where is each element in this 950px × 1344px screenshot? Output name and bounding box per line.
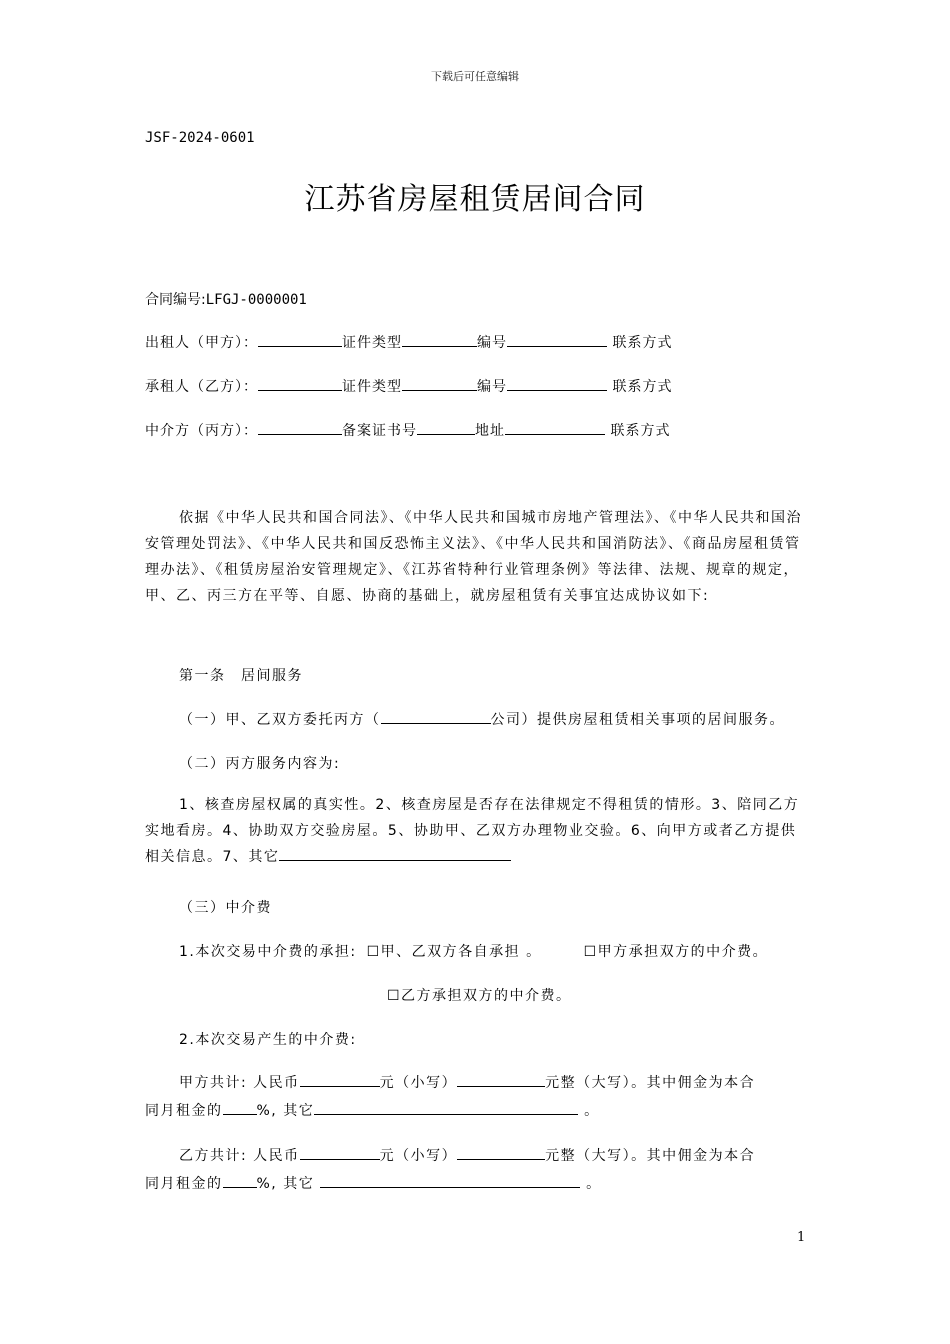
document-title: 江苏省房屋租赁居间合同 <box>304 182 646 217</box>
party-b-fee-prefix: 乙方共计: 人民币 <box>179 1148 300 1164</box>
item-1-suffix: 公司）提供房屋租赁相关事项的居间服务。 <box>490 712 785 728</box>
document-code: JSF-2024-0601 <box>145 130 255 146</box>
party-b-percent-blank <box>223 1173 257 1188</box>
party-a-other-label: %, 其它 <box>256 1103 315 1119</box>
fee-option-lessee: ☐乙方承担双方的中介费。 <box>387 988 572 1004</box>
item-1-prefix: （一）甲、乙双方委托丙方（ <box>179 712 381 728</box>
item-3-line: （三）中介费 <box>179 900 272 916</box>
services-paragraph <box>145 792 810 870</box>
contact-label: 联系方式 <box>610 423 671 439</box>
party-row-lessee <box>145 376 672 396</box>
party-b-fee-line-2 <box>145 1173 602 1193</box>
article-1-heading: 第一条 居间服务 <box>179 668 303 684</box>
fee-amount-label: 2.本次交易产生的中介费: <box>179 1032 357 1048</box>
contact-label: 联系方式 <box>612 335 673 351</box>
party-b-fee-line-1 <box>179 1145 755 1165</box>
party-a-fee-mid1: 元（小写） <box>379 1075 458 1091</box>
license-blank <box>417 420 475 435</box>
contract-number <box>145 289 307 309</box>
services-other-blank <box>279 846 511 861</box>
party-a-fee-mid2: 元整（大写）。其中佣金为本合 <box>545 1075 756 1091</box>
page-number: 1 <box>797 1230 806 1245</box>
contract-number-value: LFGJ-0000001 <box>205 292 307 308</box>
name-blank <box>258 420 342 435</box>
party-label: 承租人（乙方）： <box>145 379 258 395</box>
contact-label: 联系方式 <box>612 379 673 395</box>
party-a-fee-line-2 <box>145 1100 600 1120</box>
party-b-amount-words-blank <box>457 1145 545 1160</box>
preamble-paragraph: 依据《中华人民共和国合同法》、《中华人民共和国城市房地产管理法》、《中华人民共和国治安管理处罚法》、《中华人民共和国反恐怖主义法》、《中华人民共和国消防法》、《商品房屋租赁管理办法》、《租赁房屋治安管理规定》、《江苏省特种行业管理条例》等法律、法规、规章的规定，甲、乙、丙三方在平等、自愿、协商的基础上，就房屋租赁有关事宜达成协议如下: <box>145 510 802 604</box>
id-number-blank <box>507 332 607 347</box>
id-type-blank <box>402 332 477 347</box>
party-b-fee-mid1: 元（小写） <box>379 1148 458 1164</box>
id-number-label: 编号 <box>477 379 507 395</box>
agency-name-blank <box>381 709 491 724</box>
party-b-end: 。 <box>586 1176 602 1192</box>
id-type-label: 证件类型 <box>342 335 402 351</box>
party-label: 出租人（甲方）： <box>145 335 258 351</box>
party-row-agent <box>145 420 670 440</box>
party-b-fee-mid2: 元整（大写）。其中佣金为本合 <box>545 1148 756 1164</box>
party-b-rent-label: 同月租金的 <box>145 1176 223 1192</box>
party-a-amount-blank <box>300 1072 380 1087</box>
name-blank <box>258 376 342 391</box>
party-a-amount-words-blank <box>457 1072 545 1087</box>
id-type-label: 证件类型 <box>342 379 402 395</box>
fee-option-lessor: ☐甲方承担双方的中介费。 <box>583 944 769 960</box>
address-label: 地址 <box>475 423 505 439</box>
address-blank <box>505 420 605 435</box>
item-2-line: （二）丙方服务内容为: <box>179 756 341 772</box>
item-1-line <box>179 709 785 729</box>
party-a-percent-blank <box>223 1100 257 1115</box>
party-a-other-blank <box>314 1100 578 1115</box>
party-a-end: 。 <box>584 1103 600 1119</box>
fee-bearer-line <box>179 941 768 961</box>
name-blank <box>258 332 342 347</box>
id-number-label: 编号 <box>477 335 507 351</box>
party-b-other-label: %, 其它 <box>256 1176 315 1192</box>
party-a-rent-label: 同月租金的 <box>145 1103 223 1119</box>
license-label: 备案证书号 <box>342 423 417 439</box>
party-a-fee-prefix: 甲方共计: 人民币 <box>179 1075 300 1091</box>
party-label: 中介方（丙方）： <box>145 423 258 439</box>
party-a-fee-line-1 <box>179 1072 755 1092</box>
party-b-other-blank <box>320 1173 580 1188</box>
header-note: 下载后可任意编辑 <box>431 70 519 83</box>
fee-bearer-label: 1.本次交易中介费的承担: <box>179 944 357 960</box>
services-text: 1、核查房屋权属的真实性。2、核查房屋是否存在法律规定不得租赁的情形。3、陪同乙方实地看房。4、协助双方交验房屋。5、协助甲、乙双方办理物业交验。6、向甲方或者乙方提供相关信息。7、其它 <box>145 797 800 865</box>
party-b-amount-blank <box>300 1145 380 1160</box>
fee-option-each: ☐甲、乙双方各自承担 。 <box>366 944 542 960</box>
party-row-lessor <box>145 332 672 352</box>
id-type-blank <box>402 376 477 391</box>
id-number-blank <box>507 376 607 391</box>
contract-number-label: 合同编号: <box>145 292 206 308</box>
